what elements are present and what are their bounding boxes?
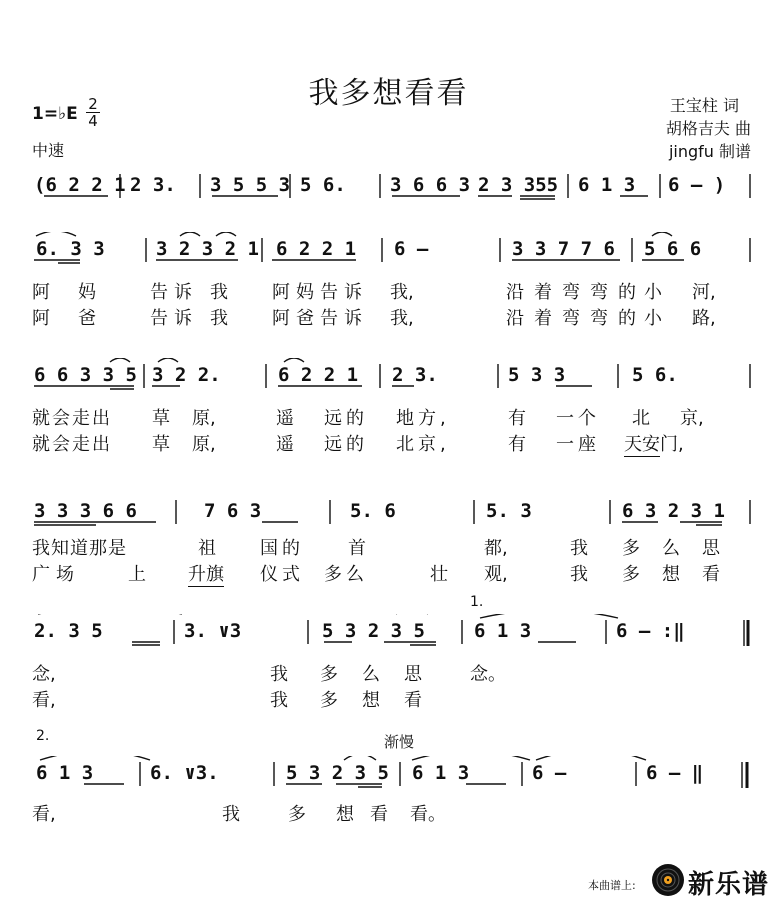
row-5-measure-5: 6 – :‖ [616,620,685,642]
lyric: 观, [484,564,508,585]
row-5-measure-2: 3. ∨3 [184,620,242,642]
row-2-measure-5: 3 3 7 7 6 [512,238,615,260]
lyric: 仪式 [260,564,304,585]
row-2-measure-6: 5 6 6 [644,238,702,260]
lyric: 广场 [32,564,80,585]
lyric: 我, [390,282,414,303]
tempo-change-marking: 渐慢 [384,733,415,751]
lyric: 沿着弯弯的 [506,282,646,303]
lyric: 多 [288,804,306,825]
volta-1-label: 1. [470,594,484,610]
row-6-measure-1: 6 1 3 [36,762,94,784]
row-1-measure-8: 6 – ) [668,174,726,196]
lyric: 我, [390,308,414,329]
lyric: 升旗 [188,560,224,587]
key-signature: 1=♭E [32,104,78,124]
lyric: 天安 [624,430,660,457]
brand-logo-text: 新乐谱 [688,870,770,900]
lyric: 遥 [276,434,294,455]
lyric: 爸 [78,308,96,329]
row-3-measure-2: 3 2 2. [152,364,221,386]
lyric: 祖 [198,538,216,559]
lyric: 我 [570,564,588,585]
lyric: 就会走出 [32,408,112,429]
volta-2-label: 2. [36,728,50,744]
row-2-measure-1: 6. 3 3 [36,238,105,260]
row-3-measure-3: 6 2 2 1 [278,364,359,386]
lyric: 妈 [78,282,96,303]
lyric: 沿着弯弯的 [506,308,646,329]
lyric: 首 [348,538,366,559]
time-signature [86,96,100,129]
lyric: 阿爸告诉 [272,308,368,329]
lyric: 看 [370,804,388,825]
lyric: 思 [404,664,422,685]
row-5-measure-3: 5 3 2 3 5 [322,620,425,642]
lyric: 草 [152,434,170,455]
lyric: 我知道那是 [32,538,127,559]
row-6-measure-2: 6. ∨3. [150,762,219,784]
row-1-measure-3: 3 5 5 3 [210,174,291,196]
row-4-measure-5: 6 3 2 3 1 [622,500,725,522]
lyric: 门, [660,434,684,455]
row-1-measure-2: 2 3. [130,174,176,196]
lyric: 就会走出 [32,434,112,455]
staff-row-5 [0,614,777,654]
lyric: 多 [622,564,640,585]
lyric: 告诉 [150,282,198,303]
staff-row-2 [0,232,777,272]
row-4-measure-3: 5. 6 [350,500,396,522]
composer-credit: 胡格吉夫 曲 [665,119,751,138]
row-1-measure-7: 6 1 3 [578,174,636,196]
row-3-measure-1: 6 6 3 3 5 [34,364,137,386]
row-2-measure-4: 6 – [394,238,429,260]
lyric: 想 [336,804,354,825]
lyric: 有 [508,434,526,455]
lyric: 我 [210,308,228,329]
lyric: 有 [508,408,526,429]
lyric: 多 [622,538,640,559]
lyric: 念。 [470,664,506,685]
time-signature-bottom: 4 [88,112,98,130]
row-2-measure-2: 3 2 3 2 1 [156,238,259,260]
vinyl-record-icon [650,862,686,898]
lyric: 思 [702,538,720,559]
lyric: 北 [632,408,650,429]
lyric: 路, [692,308,716,329]
row-3-measure-5: 5 3 3 [508,364,566,386]
row-2-measure-3: 6 2 2 1 [276,238,357,260]
lyric: 北京, [396,434,450,455]
page-title: 我多想看看 [308,76,469,111]
lyric: 我 [270,690,288,711]
row-6-measure-4: 6 1 3 [412,762,470,784]
lyric: 小 [644,282,662,303]
row-5-measure-1: 2. 3 5 [34,620,103,642]
lyric: 念, [32,664,56,685]
staff-row-4 [0,494,777,534]
row-4-measure-2: 7 6 3 [204,500,262,522]
row-5-measure-4: 6 1 3 [474,620,532,642]
lyric: 告诉 [150,308,198,329]
lyric: 地方, [396,408,450,429]
lyric: 看, [32,804,56,825]
lyric: 看 [702,564,720,585]
lyric: 看, [32,690,56,711]
row-1-measure-4: 5 6. [300,174,346,196]
lyric: 多么 [324,564,368,585]
lyric: 小 [644,308,662,329]
lyric: 我 [210,282,228,303]
row-3-measure-6: 5 6. [632,364,678,386]
lyric: 阿妈告诉 [272,282,368,303]
lyric: 远的 [324,434,368,455]
row-1-measure-6: 2 3 355 [478,174,559,196]
lyric: 壮 [430,564,448,585]
lyric: 阿 [32,282,50,303]
lyric: 想 [362,690,380,711]
time-signature-top: 2 [88,95,98,113]
footer-caption: 本曲谱上: [588,879,636,892]
lyric: 遥 [276,408,294,429]
lyric: 河, [692,282,716,303]
lyric: 草 [152,408,170,429]
row-3-measure-4: 2 3. [392,364,438,386]
row-1-measure-1: (6 2 2 1 [34,174,126,196]
tempo-marking: 中速 [32,141,65,160]
lyric: 国的 [260,538,304,559]
row-6-measure-6: 6 – ‖ [646,762,704,784]
lyric: 上 [128,564,146,585]
lyric: 多 [320,690,338,711]
lyric: 多 [320,664,338,685]
lyric: 原, [192,434,216,455]
lyric: 我 [222,804,240,825]
row-1-measure-5: 3 6 6 3 [390,174,471,196]
row-6-measure-5: 6 – [532,762,567,784]
staff-row-6 [0,756,777,796]
lyric: 我 [270,664,288,685]
staff-row-3 [0,358,777,398]
row-6-measure-3: 5 3 2 3 5 [286,762,389,784]
staff-row-1 [0,168,777,208]
lyric: 远的 [324,408,368,429]
lyric: 么 [662,538,680,559]
row-4-measure-4: 5. 3 [486,500,532,522]
lyric: 一个 [556,408,600,429]
lyric: 都, [484,538,508,559]
row-4-measure-1: 3 3 3 6 6 [34,500,137,522]
lyric: 阿 [32,308,50,329]
lyricist-credit: 王宝柱 词 [669,96,739,115]
engraver-credit: jingfu 制谱 [668,142,751,161]
lyric: 原, [192,408,216,429]
lyric: 想 [662,564,680,585]
lyric: 看 [404,690,422,711]
lyric: 看。 [410,804,446,825]
lyric: 我 [570,538,588,559]
lyric: 一座 [556,434,600,455]
lyric: 么 [362,664,380,685]
lyric: 京, [680,408,704,429]
